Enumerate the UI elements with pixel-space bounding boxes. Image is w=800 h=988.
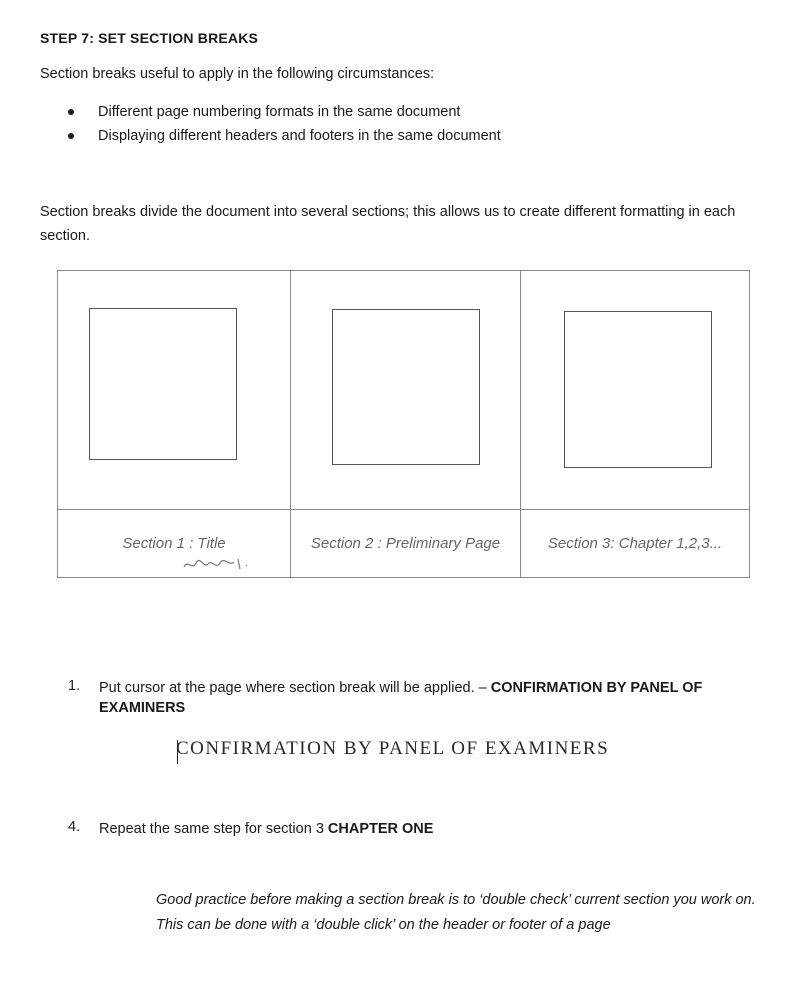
step-1-text: Put cursor at the page where section break will be applied. – CONFIRMATION BY PANEL OF EXAMINERS	[99, 680, 703, 716]
section-diagram	[57, 270, 750, 578]
step-heading: STEP 7: SET SECTION BREAKS	[40, 30, 259, 46]
section-2-label: Section 2 : Preliminary Page	[310, 535, 501, 552]
list-item: Different page numbering formats in the same document	[66, 102, 501, 126]
section-3-label: Section 3: Chapter 1,2,3...	[547, 535, 723, 552]
circumstance-list	[66, 102, 501, 150]
good-practice-note: Good practice before making a section break is to ‘double check’ current section you work on. This can be done with a ‘double click’ on the header or footer of a page	[156, 892, 756, 933]
confirmation-title-sample: CONFIRMATION BY PANEL OF EXAMINERS	[176, 738, 610, 759]
list-item: Displaying different headers and footers in the same document	[66, 126, 501, 150]
page-thumbnail	[332, 309, 480, 465]
page-thumbnail	[564, 311, 712, 468]
section-1-label: Section 1 : Title	[122, 535, 226, 552]
page-thumbnail	[89, 308, 237, 460]
explanation-paragraph: Section breaks divide the document into several sections; this allows us to create different formatting in each section.	[40, 204, 736, 244]
intro-text: Section breaks useful to apply in the following circumstances:	[40, 66, 435, 82]
step-number: 4.	[68, 819, 81, 835]
step-4-text: Repeat the same step for section 3 CHAPTER ONE	[99, 821, 434, 837]
handwritten-scribble	[180, 553, 260, 575]
step-number: 1.	[68, 678, 81, 694]
